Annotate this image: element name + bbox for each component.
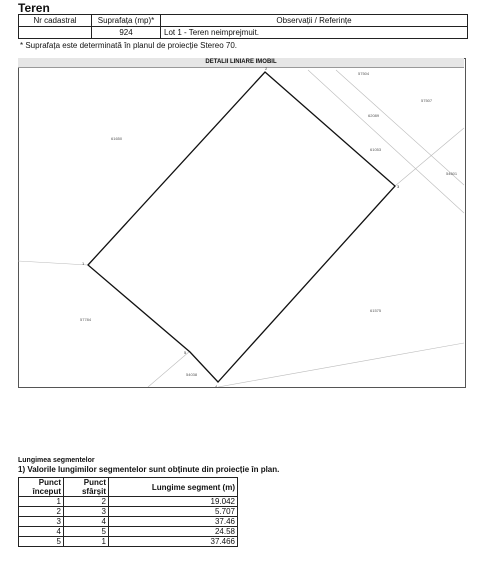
cell-start: 3 — [19, 517, 64, 527]
cell-length: 37.466 — [109, 537, 238, 547]
cell-start: 2 — [19, 507, 64, 517]
segments-subheading: 1) Valorile lungimilor segmentelor sunt obținute din proiecție în plan. — [18, 465, 280, 474]
parcel-label: 57504 — [358, 71, 370, 76]
cell-length: 37.46 — [109, 517, 238, 527]
header-punct-sfarsit: Punct sfârșit — [64, 478, 109, 497]
header-nr-cadastral: Nr cadastral — [19, 15, 92, 27]
table-row — [19, 507, 238, 517]
segments-table — [18, 477, 238, 547]
parcel-map — [18, 58, 465, 387]
footnote: * Suprafața este determinată în planul de proiecție Stereo 70. — [20, 41, 238, 50]
cell-end: 1 — [64, 537, 109, 547]
table-row — [19, 527, 238, 537]
section-title: Teren — [18, 1, 50, 15]
cell-length: 5.707 — [109, 507, 238, 517]
parcel-label: 61053 — [370, 147, 382, 152]
point-label: 5 — [184, 350, 187, 355]
table-header-row — [19, 15, 468, 27]
header-suprafata: Suprafața (mp)* — [92, 15, 161, 27]
segments-heading: Lungimea segmentelor — [18, 457, 95, 464]
cell-start: 5 — [19, 537, 64, 547]
parcel-label: 57784 — [80, 317, 92, 322]
header-observatii: Observații / Referințe — [161, 15, 468, 27]
cell-suprafata: 924 — [92, 27, 161, 39]
parcel-outline — [88, 72, 395, 382]
parcel-label: 54601 — [446, 171, 458, 176]
neighbour-lines — [18, 70, 464, 387]
header-punct-inceput: Punct început — [19, 478, 64, 497]
table-row — [19, 497, 238, 507]
parcel-label: 61650 — [111, 136, 123, 141]
cell-start: 4 — [19, 527, 64, 537]
point-label: 1 — [82, 261, 85, 266]
parcel-label: 57507 — [421, 98, 433, 103]
parcel-label: 54038 — [186, 372, 198, 377]
cell-end: 4 — [64, 517, 109, 527]
cell-end: 3 — [64, 507, 109, 517]
cell-length: 24.58 — [109, 527, 238, 537]
map-heading: DETALII LINIARE IMOBIL — [18, 58, 464, 68]
parcel-label: 61575 — [370, 308, 382, 313]
cell-end: 5 — [64, 527, 109, 537]
cell-end: 2 — [64, 497, 109, 507]
cell-length: 19.042 — [109, 497, 238, 507]
point-label: 3 — [397, 184, 400, 189]
cell-observatii: Lot 1 - Teren neimprejmuit. — [161, 27, 468, 39]
parcel-label: 62089 — [368, 113, 380, 118]
cell-nr-cadastral — [19, 27, 92, 39]
header-lungime: Lungime segment (m) — [109, 478, 238, 497]
table-row — [19, 517, 238, 527]
cell-start: 1 — [19, 497, 64, 507]
table-row — [19, 537, 238, 547]
point-label: 2 — [265, 66, 268, 71]
land-table — [18, 14, 468, 39]
point-label: 4 — [215, 384, 218, 387]
table-row — [19, 27, 468, 39]
table-header-row — [19, 478, 238, 497]
